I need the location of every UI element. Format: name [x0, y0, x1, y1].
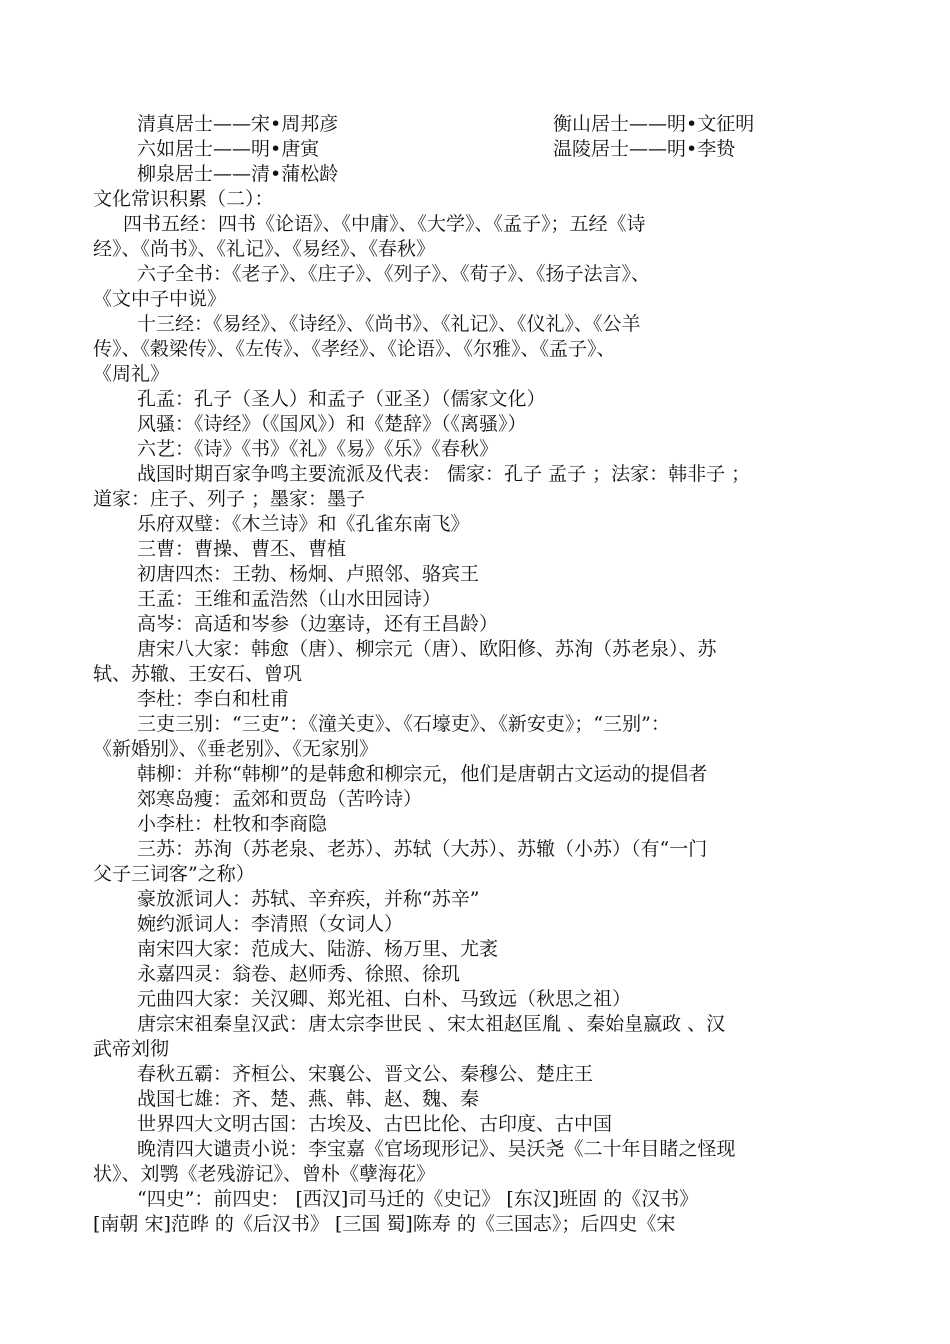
pseudonym: 衡山居士——明•文征明: [553, 113, 755, 135]
entry-text: 道家：庄子、列子 ；墨家：墨子: [93, 488, 366, 510]
pseudonym: 柳泉居士——清•蒲松龄: [137, 163, 339, 185]
entry-line: [137, 687, 289, 712]
entry-text: 春秋五霸：齐桓公、宋襄公、晋文公、秦穆公、楚庄王: [137, 1063, 594, 1085]
entry-line: [137, 912, 403, 937]
entry-text: 六子全书：《老子》、《庄子》、《列子》、《荀子》、《扬子法言》、: [137, 263, 651, 285]
entry-line: [93, 1212, 675, 1237]
entry-text: 父子三词客”之称）: [93, 863, 255, 885]
entry-line: [137, 937, 498, 962]
entry-line: [93, 737, 378, 762]
entry-line: [93, 1162, 435, 1187]
entry-text: 王孟：王维和孟浩然（山水田园诗）: [137, 588, 442, 610]
entry-line: [137, 812, 327, 837]
entry-line: [93, 862, 255, 887]
entry-text: 《文中子中说》: [93, 288, 227, 310]
entry-text: 轼、苏辙、王安石、曾巩: [93, 663, 303, 685]
entry-text: 《周礼》: [93, 363, 170, 385]
entry-line: [93, 362, 169, 387]
pseudonym: 清真居士——宋•周邦彦: [137, 113, 339, 135]
entry-text: 婉约派词人：李清照（女词人）: [137, 913, 404, 935]
entry-line: [137, 562, 479, 587]
entry-line: [137, 387, 546, 412]
entry-line: [137, 787, 422, 812]
entry-text: 孔孟：孔子（圣人）和孟子（亚圣）（儒家文化）: [137, 388, 546, 410]
entry-line: [137, 587, 441, 612]
entry-text: 三曹：曹操、曹丕、曹植: [137, 538, 347, 560]
entry-text: [南朝 宋]范晔 的《后汉书》 [三国 蜀]陈寿 的《三国志》；后四史《宋: [93, 1213, 676, 1235]
entry-line: [137, 437, 498, 462]
entry-text: 初唐四杰：王勃、杨炯、卢照邻、骆宾王: [137, 563, 480, 585]
entry-text: 高岑：高适和岑参（边塞诗，还有王昌龄）: [137, 613, 499, 635]
entry-line: [93, 237, 435, 262]
pseudonym-row: [137, 137, 736, 162]
entry-text: 经》、《尚书》、《礼记》、《易经》、《春秋》: [93, 238, 436, 260]
entry-text: 豪放派词人：苏轼、辛弃疾，并称“苏辛”: [137, 888, 480, 910]
entry-text: 《新婚别》、《垂老别》、《无家别》: [93, 738, 379, 760]
entry-line: [137, 262, 650, 287]
entry-line: [137, 1012, 725, 1037]
entry-text: 三吏三别：“三吏”：《潼关吏》、《石壕吏》、《新安吏》；“三别”：: [137, 713, 670, 735]
entry-text: 四书五经：四书《论语》、《中庸》、《大学》、《孟子》；五经《诗: [123, 213, 646, 235]
section-heading: 文化常识积累（二）：: [93, 188, 274, 210]
entry-line: [137, 962, 460, 987]
entry-text: 状》、刘鹗《老残游记》、曾朴《孽海花》: [93, 1163, 436, 1185]
entry-text: 六艺：《诗》《书》《礼》《易》《乐》《春秋》: [137, 438, 499, 460]
entry-text: 郊寒岛瘦：孟郊和贾岛（苦吟诗）: [137, 788, 423, 810]
entry-text: 晚清四大谴责小说：李宝嘉《官场现形记》、吴沃尧《二十年目睹之怪现: [137, 1138, 736, 1160]
entry-line: [93, 662, 302, 687]
entry-line: [93, 287, 226, 312]
entry-text: 战国时期百家争鸣主要流派及代表： 儒家：孔子 孟子 ；法家：韩非子 ；: [137, 463, 751, 485]
entry-text: 小李杜：杜牧和李商隐: [137, 813, 328, 835]
entry-line: [137, 1137, 736, 1162]
entry-line: [137, 1062, 593, 1087]
entry-line: [137, 412, 527, 437]
entry-line: [137, 762, 707, 787]
entry-text: 三苏：苏洵（苏老泉、老苏）、苏轼（大苏）、苏辙（小苏）（有“一门: [137, 838, 708, 860]
entry-line: [137, 1112, 612, 1137]
entry-line: [137, 1087, 479, 1112]
entry-text: 南宋四大家：范成大、陆游、杨万里、尤袤: [137, 938, 499, 960]
entry-line: [137, 637, 717, 662]
entry-line: [137, 987, 631, 1012]
entry-text: 永嘉四灵：翁卷、赵师秀、徐照、徐玑: [137, 963, 461, 985]
entry-text: 世界四大文明古国：古埃及、古巴比伦、古印度、古中国: [137, 1113, 613, 1135]
entry-text: 唐宋八大家：韩愈（唐）、柳宗元（唐）、欧阳修、苏洵（苏老泉）、苏: [137, 638, 717, 660]
entry-text: 李杜：李白和杜甫: [137, 688, 290, 710]
entry-line: [137, 612, 498, 637]
entry-text: 韩柳：并称“韩柳”的是韩愈和柳宗元，他们是唐朝古文运动的提倡者: [137, 763, 708, 785]
entry-line: [93, 337, 616, 362]
pseudonym: 温陵居士——明•李贽: [553, 138, 736, 160]
entry-line: [137, 537, 346, 562]
entry-text: 传》、《穀梁传》、《左传》、《孝经》、《论语》、《尔雅》、《孟子》、: [93, 338, 616, 360]
entry-line: [137, 712, 670, 737]
pseudonym-row: [137, 112, 755, 137]
entry-line: [93, 487, 365, 512]
entry-line: [137, 837, 707, 862]
entry-line: [137, 512, 470, 537]
entry-text: “四史”：前四史： [西汉]司马迁的《史记》 [东汉]班固 的《汉书》: [137, 1188, 699, 1210]
entry-line: [137, 887, 479, 912]
pseudonym-row: [137, 162, 338, 187]
entry-text: 十三经：《易经》、《诗经》、《尚书》、《礼记》、《仪礼》、《公羊: [137, 313, 641, 335]
entry-line: [93, 1037, 169, 1062]
entry-text: 唐宗宋祖秦皇汉武：唐太宗李世民 、宋太祖赵匡胤 、秦始皇嬴政 、汉: [137, 1013, 726, 1035]
entry-text: 战国七雄：齐、楚、燕、韩、赵、魏、秦: [137, 1088, 480, 1110]
entry-line: [123, 212, 646, 237]
entry-text: 武帝刘彻: [93, 1038, 170, 1060]
entry-line: [137, 462, 750, 487]
entry-text: 风骚：《诗经》（《国风》）和《楚辞》（《离骚》）: [137, 413, 527, 435]
entry-line: [137, 1187, 698, 1212]
pseudonym: 六如居士——明•唐寅: [137, 138, 320, 160]
entry-line: [137, 312, 641, 337]
entry-text: 乐府双璧：《木兰诗》和《孔雀东南飞》: [137, 513, 470, 535]
entry-text: 元曲四大家：关汉卿、郑光祖、白朴、马致远（秋思之祖）: [137, 988, 632, 1010]
